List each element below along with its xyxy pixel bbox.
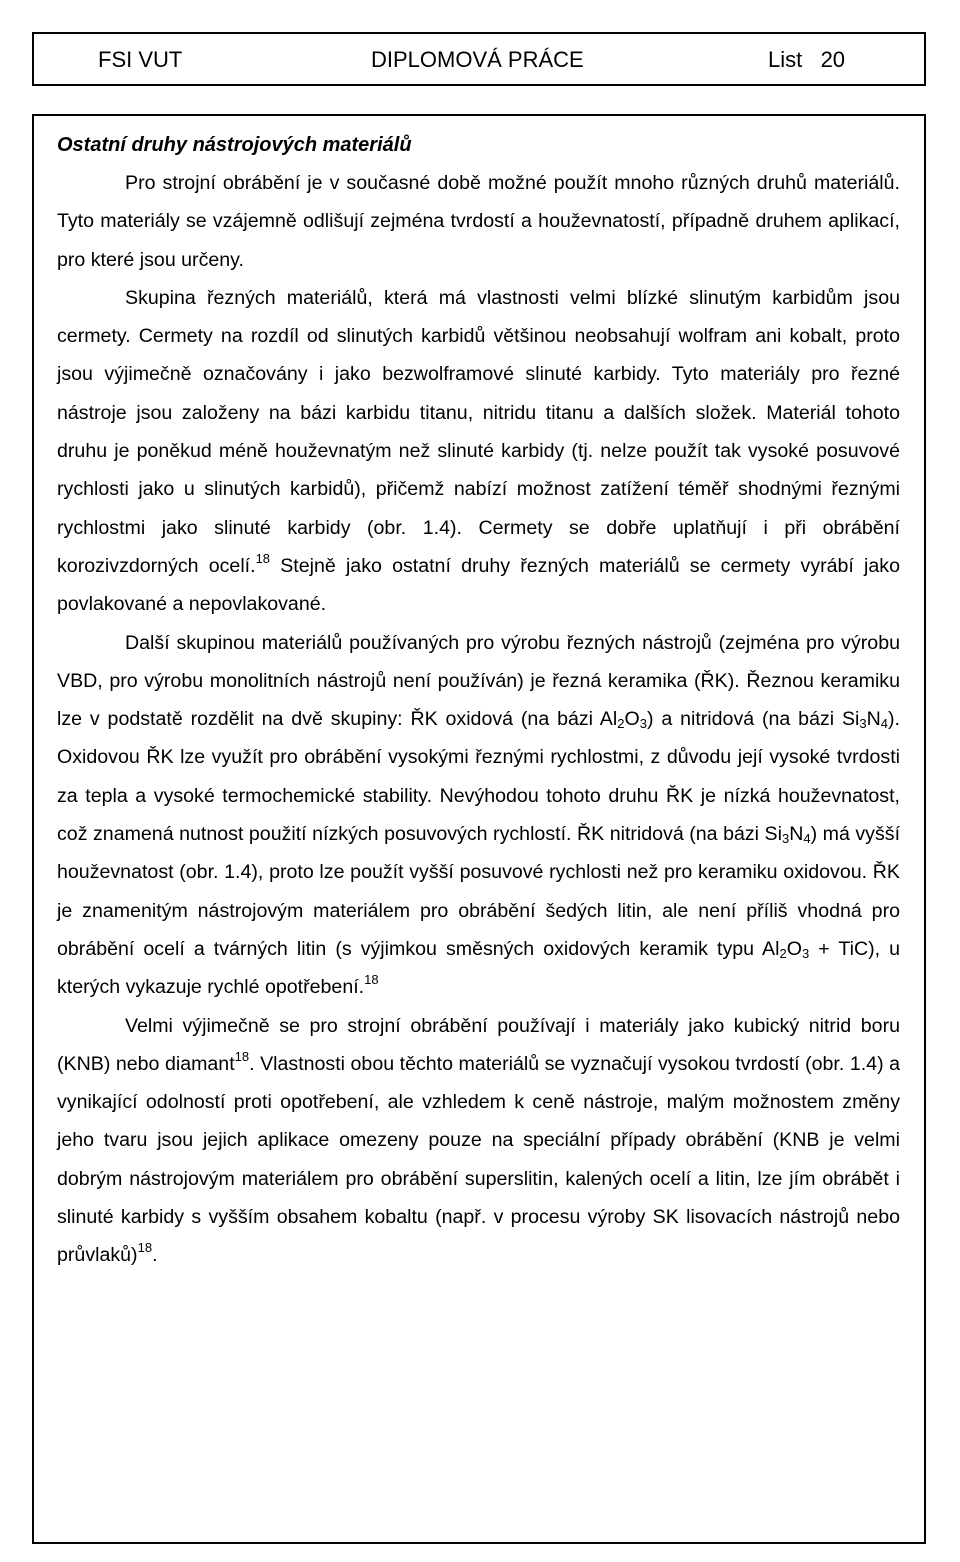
citation-ref: 18 [137, 1240, 153, 1256]
paragraph-intro: Pro strojní obrábění je v současné době možné použít mnoho různých druhů materiálů. Tyto materiály se vzájemně odlišují zejména tvrdostí a houževnatostí, případně druhem aplikací, pro které jsou určeny. [57, 172, 900, 271]
header-page-number: List 20 [768, 47, 846, 72]
section-title: Ostatní druhy nástrojových materiálů [57, 134, 412, 156]
header-institution: FSI VUT [98, 47, 183, 72]
citation-ref: 18 [255, 550, 271, 566]
page-header [32, 32, 926, 86]
paragraph-cermets: Skupina řezných materiálů, která má vlastnosti velmi blízké slinutým karbidům jsou cermety. Cermety na rozdíl od slinutých karbidů většinou neobsahují wolfram ani kobalt, proto jsou výjimečně označovány i jako bezwolframové slinuté karbidy. Tyto materiály pro řezné nástroje jsou založeny na bázi karbidu titanu, nitridu titanu a dalších složek. Materiál tohoto druhu je poněkud méně houževnatým než slinuté karbidy (tj. nelze použít tak vysoké posuvové rychlosti jako u slinutých karbidů), přičemž nabízí možnost zatížení téměř shodnými řeznými rychlostmi jako slinuté karbidy (obr. 1.4). Cermety se dobře uplatňují i při obrábění korozivzdorných ocelí.$^{18}$ Stejně jako ostatní druhy řezných materiálů se cermety vyrábí jako povlakované a nepovlakované. [57, 286, 900, 616]
citation-ref: 18 [364, 972, 379, 988]
page-content [57, 126, 900, 1275]
citation-ref: 18 [234, 1048, 250, 1064]
paragraph-ceramics: Další skupinou materiálů používaných pro výrobu řezných nástrojů (zejména pro výrobu VBD, pro výrobu monolitních nástrojů není používán) je řezná keramika (ŘK). Řeznou keramiku lze v podstatě rozdělit na dvě skupiny: ŘK oxidová (na bázi $Al_2O_3$) a nitridová (na bázi $Si_3N_4$). Oxidovou ŘK lze využít pro obrábění vysokými řeznými rychlostmi, z důvodu její vysoké tvrdosti za tepla a vysoké termochemické stability. Nevýhodou tohoto druhu ŘK je nízká houževnatost, což znamená nutnost použití nízkých posuvových rychlostí. ŘK nitridová (na bázi $Si_3N_4$) má vyšší houževnatost (obr. 1.4), proto lze použít vyšší posuvové rychlosti než pro keramiku oxidovou. ŘK je znamenitým nástrojovým materiálem pro obrábění šedých litin, ale není příliš vhodná pro obrábění ocelí a tvárných litin (s výjimkou směsných oxidových keramik typu $Al_2O_3 + TiC$), u kterých vykazuje rychlé opotřebení.$^{18}$ [57, 631, 901, 999]
paragraph-cbn-diamond: Velmi výjimečně se pro strojní obrábění používají i materiály jako kubický nitrid boru (KNB) nebo diamant$^{18}$. Vlastnosti obou těchto materiálů se vyznačují vysokou tvrdostí (obr. 1.4) a vynikající odolností proti opotřebení, ale vzhledem k ceně nástroje, malým možnostem změny jeho tvaru jsou jejich aplikace omezeny pouze na speciální případy obrábění (KNB je velmi dobrým nástrojovým materiálem pro obrábění superslitin, kalených ocelí a litin, lze jím obrábět i slinuté karbidy s vyšším obsahem kobaltu (např. v procesu výroby SK lisovacích nástrojů nebo průvlaků)$^{18}$. [57, 1014, 900, 1267]
header-document-type: DIPLOMOVÁ PRÁCE [371, 47, 584, 72]
